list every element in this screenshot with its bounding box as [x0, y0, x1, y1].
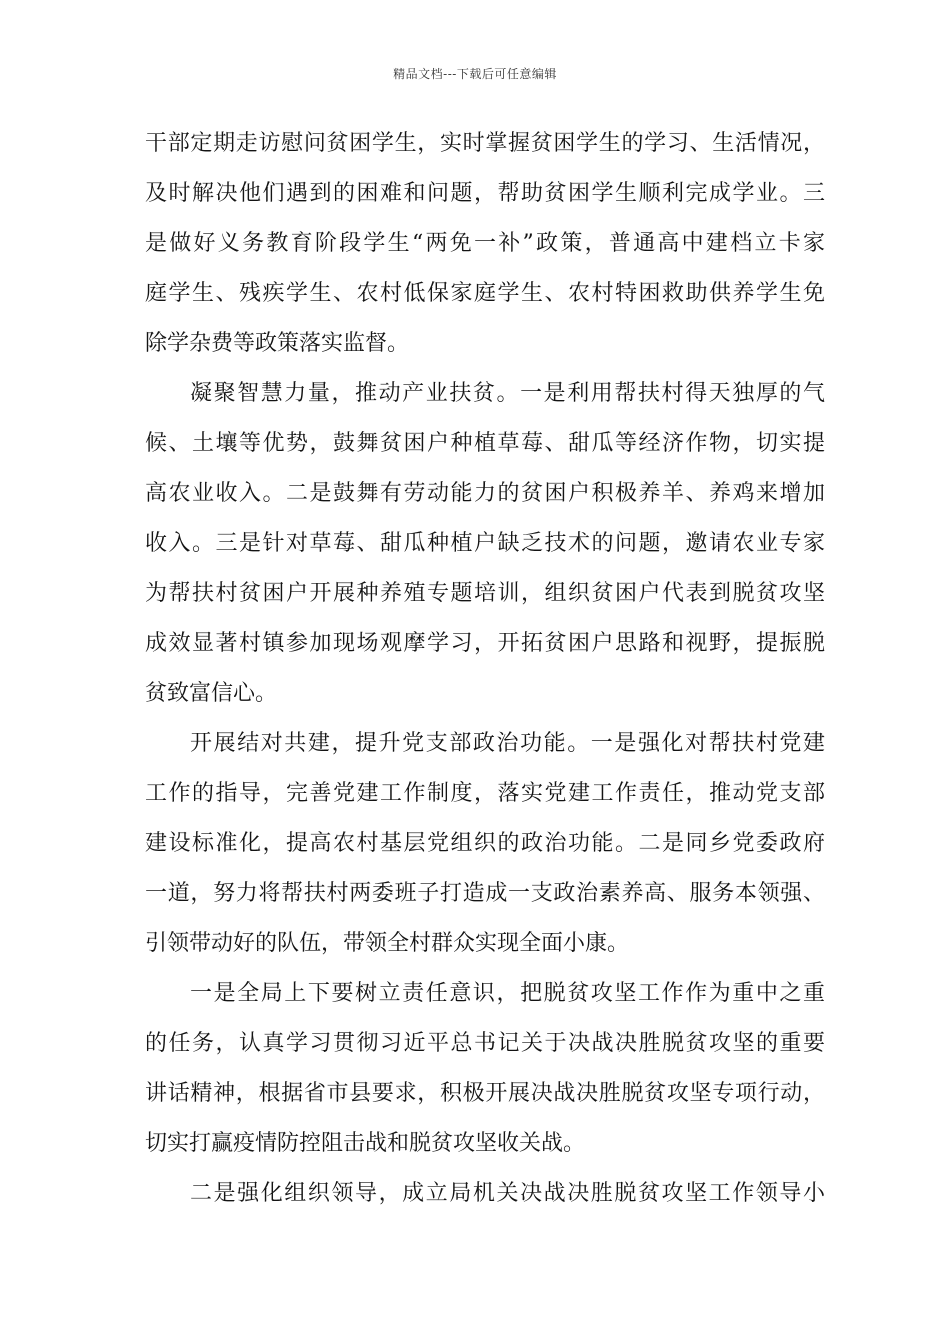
page-header: 精品文档---下载后可任意编辑 [393, 67, 557, 81]
text-line: 庭学生、残疾学生、农村低保家庭学生、农村特困救助供养学生免 [145, 281, 825, 306]
text-line: 引领带动好的队伍，带领全村群众实现全面小康。 [145, 931, 630, 956]
paragraph [145, 979, 825, 1179]
text-line: 工作的指导，完善党建工作制度，落实党建工作责任，推动党支部 [145, 781, 825, 806]
document-body [145, 129, 825, 1229]
paragraph [145, 129, 825, 379]
text-line: 及时解决他们遇到的困难和问题，帮助贫困学生顺利完成学业。三 [145, 181, 825, 206]
text-line: 一道，努力将帮扶村两委班子打造成一支政治素养高、服务本领强、 [145, 881, 825, 906]
text-line: 除学杂费等政策落实监督。 [145, 331, 410, 356]
text-line: 成效显著村镇参加现场观摩学习，开拓贫困户思路和视野，提振脱 [145, 631, 825, 656]
text-line: 二是强化组织领导，成立局机关决战决胜脱贫攻坚工作领导小 [190, 1181, 825, 1206]
paragraph [145, 379, 825, 729]
text-line: 干部定期走访慰问贫困学生，实时掌握贫困学生的学习、生活情况， [145, 131, 825, 156]
text-line: 的任务，认真学习贯彻习近平总书记关于决战决胜脱贫攻坚的重要 [145, 1031, 825, 1056]
text-line: 是做好义务教育阶段学生“两免一补”政策，普通高中建档立卡家 [145, 231, 825, 256]
text-line: 凝聚智慧力量，推动产业扶贫。一是利用帮扶村得天独厚的气 [190, 381, 825, 406]
text-line: 开展结对共建，提升党支部政治功能。一是强化对帮扶村党建 [190, 731, 825, 756]
text-line: 贫致富信心。 [145, 681, 278, 706]
paragraph [145, 729, 825, 979]
text-line: 为帮扶村贫困户开展种养殖专题培训，组织贫困户代表到脱贫攻坚 [145, 581, 825, 606]
text-line: 切实打赢疫情防控阻击战和脱贫攻坚收关战。 [145, 1131, 586, 1156]
text-line: 一是全局上下要树立责任意识，把脱贫攻坚工作作为重中之重 [190, 981, 825, 1006]
text-line: 收入。三是针对草莓、甜瓜种植户缺乏技术的问题，邀请农业专家 [145, 531, 825, 556]
text-line: 讲话精神，根据省市县要求，积极开展决战决胜脱贫攻坚专项行动， [145, 1081, 825, 1106]
text-line: 高农业收入。二是鼓舞有劳动能力的贫困户积极养羊、养鸡来增加 [145, 481, 825, 506]
text-line: 候、土壤等优势，鼓舞贫困户种植草莓、甜瓜等经济作物，切实提 [145, 431, 825, 456]
text-line: 建设标准化，提高农村基层党组织的政治功能。二是同乡党委政府 [145, 831, 825, 856]
paragraph [145, 1179, 825, 1229]
